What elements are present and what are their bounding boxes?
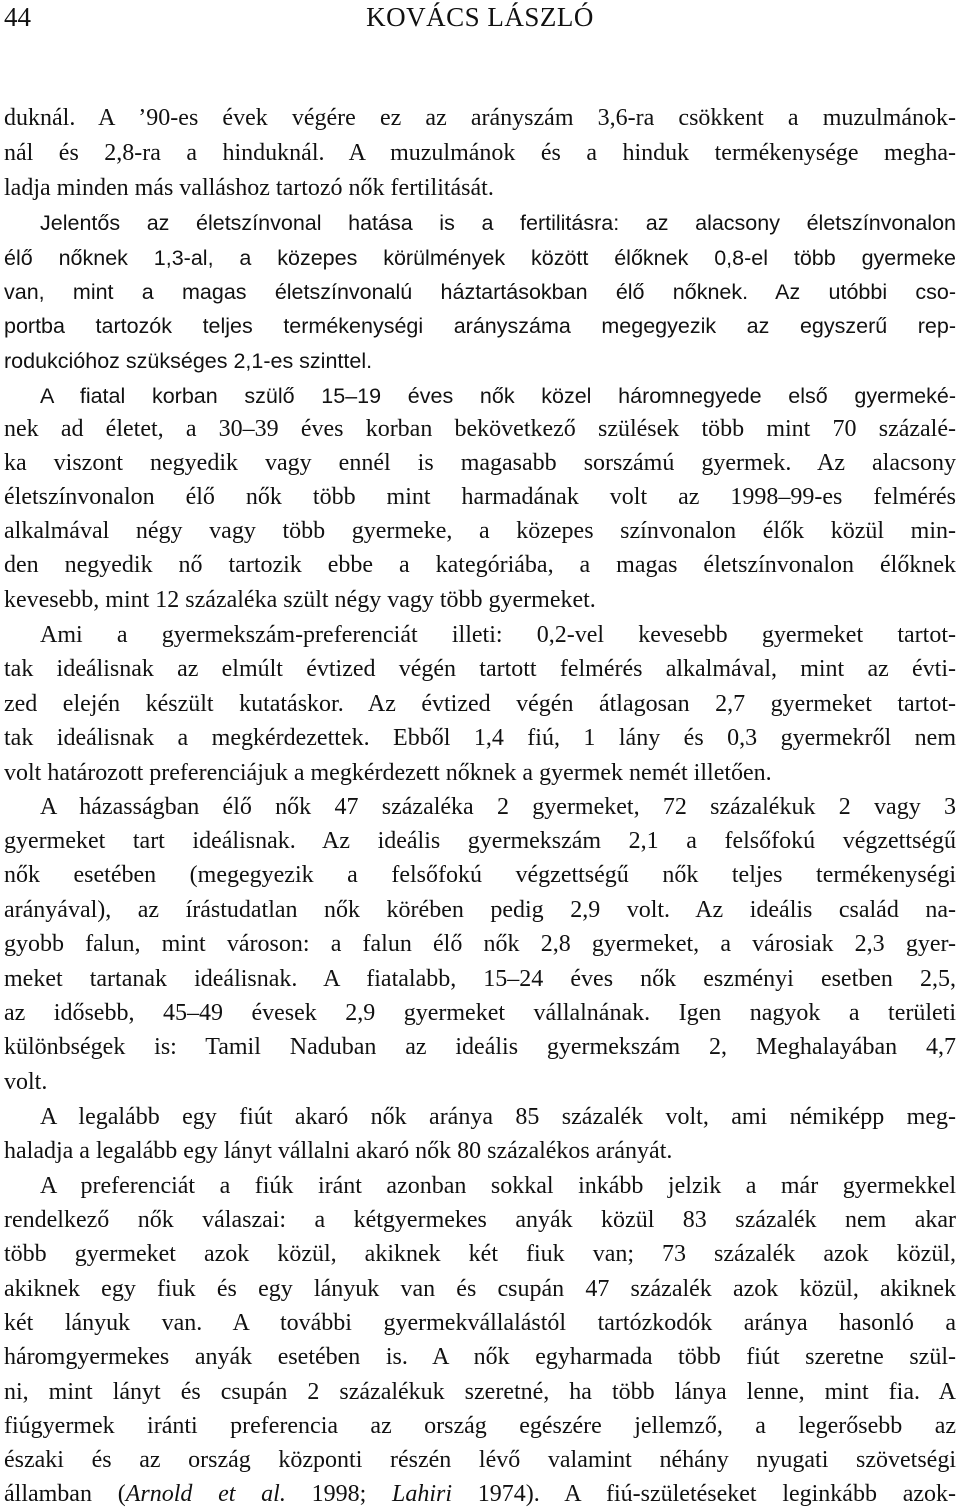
page-header xyxy=(4,0,956,40)
text-line: van, mint a magas életszínvonalú háztartásokban élő nőknek. Az utóbbi cso- xyxy=(4,280,956,304)
text-line: ladja minden más valláshoz tartozó nők fertilitását. xyxy=(4,175,494,201)
text-line: ka viszont negyedik vagy ennél is magasabb sorszámú gyermek. Az alacsony xyxy=(4,450,956,476)
text-line: északi és az ország központi részén lévő valamint néhány nyugati szövetségi xyxy=(4,1447,956,1473)
running-head: KOVÁCS LÁSZLÓ xyxy=(366,2,594,32)
text-line: életszínvonalon élő nők több mint harmadának volt az 1998–99-es felmérés xyxy=(4,484,956,510)
text-line: rendelkező nők válaszai: a kétgyermekes anyák közül 83 százalék nem akar xyxy=(4,1207,956,1233)
text-line: kevesebb, mint 12 százaléka szült négy vagy több gyermeket. xyxy=(4,587,596,613)
citation-author-arnold: Arnold et al. xyxy=(125,1481,286,1507)
text-line: Jelentős az életszínvonal hatása is a fertilitásra: az alacsony életszínvonalon xyxy=(40,211,956,235)
text-line: különbségek is: Tamil Naduban az ideális gyermekszám 2, Meghalayában 4,7 xyxy=(4,1034,956,1060)
text-line: A fiatal korban szülő 15–19 éves nők közel háromnegyede első gyermeké- xyxy=(40,384,956,408)
text-line: den negyedik nő tartozik ebbe a kategóriába, a magas életszínvonalon élőknek xyxy=(4,552,956,578)
text-line: nők esetében (megegyezik a felsőfokú végzettségű nők teljes termékenységi xyxy=(4,862,956,888)
text-line: duknál. A ’90-es évek végére ez az arányszám 3,6-ra csökkent a muzulmánok- xyxy=(4,105,956,131)
text-line: háromgyermekes anyák esetében is. A nők egyharmada több fiút szeretne szül- xyxy=(4,1344,956,1370)
text-line: A legalább egy fiút akaró nők aránya 85 százalék volt, ami némiképp meg- xyxy=(40,1104,956,1130)
text-line: volt határozott preferenciájuk a megkérdezett nőknek a gyermek nemét illetően. xyxy=(4,760,772,786)
text-line: két lányuk van. A további gyermekvállalástól tartózkodók aránya hasonló a xyxy=(4,1310,956,1336)
text-line: tak ideálisnak a megkérdezettek. Ebből 1,4 fiú, 1 lány és 0,3 gyermekről nem xyxy=(4,725,956,751)
text-line: gyermeket tart ideálisnak. Az ideális gyermekszám 2,1 a felsőfokú végzettségű xyxy=(4,828,956,854)
page-number: 44 xyxy=(4,2,31,32)
citation-text: 1998; xyxy=(285,1481,393,1507)
citation-text: államban ( xyxy=(4,1481,126,1507)
text-line: fiúgyermek iránti preferencia az ország egészére jellemző, a legerősebb az xyxy=(4,1413,956,1439)
text-line: haladja a legalább egy lányt vállalni akaró nők 80 százalékos arányát. xyxy=(4,1138,673,1164)
text-line: alkalmával négy vagy több gyermeke, a közepes színvonalon élők közül min- xyxy=(4,518,956,544)
text-line: nál és 2,8-ra a hinduknál. A muzulmánok és a hinduk termékenysége megha- xyxy=(4,140,956,166)
citation-author-lahiri: Lahiri xyxy=(392,1481,453,1507)
text-line: arányával), az írástudatlan nők körében pedig 2,9 volt. Az ideális család na- xyxy=(4,897,956,923)
text-line: tak ideálisnak az elmúlt évtized végén tartott felmérés alkalmával, mint az évti- xyxy=(4,656,956,682)
text-line: gyobb falun, mint városon: a falun élő nők 2,8 gyermeket, a városiak 2,3 gyer- xyxy=(4,931,956,957)
text-line: élő nőknek 1,3-al, a közepes körülmények között élőknek 0,8-el több gyermeke xyxy=(4,246,956,270)
text-line: rodukcióhoz szükséges 2,1-es szinttel. xyxy=(4,349,373,373)
text-line: akiknek egy fiuk és egy lányuk van és csupán 47 százalék azok közül, akiknek xyxy=(4,1276,956,1302)
text-line: zed elején készült kutatáskor. Az évtized végén átlagosan 2,7 gyermeket tartot- xyxy=(4,691,956,717)
text-line-with-citations xyxy=(4,1478,956,1511)
text-line: A házasságban élő nők 47 százaléka 2 gyermeket, 72 százalékuk 2 vagy 3 xyxy=(40,794,956,820)
text-line: portba tartozók teljes termékenységi arányszáma megegyezik az egyszerű rep- xyxy=(4,314,956,338)
text-line: több gyermeket azok közül, akiknek két fiuk van; 73 százalék azok közül, xyxy=(4,1241,956,1267)
text-line: az idősebb, 45–49 évesek 2,9 gyermeket vállalnának. Igen nagyok a területi xyxy=(4,1000,956,1026)
text-line: volt. xyxy=(4,1069,48,1095)
text-line: meket tartanak ideálisnak. A fiatalabb, 15–24 éves nők eszményi esetben 2,5, xyxy=(4,966,956,992)
text-line: ni, mint lányt és csupán 2 százalékuk szeretné, ha több lánya lenne, mint fia. A xyxy=(4,1379,956,1405)
text-line: nek ad életet, a 30–39 éves korban bekövetkező szülések több mint 70 százalé- xyxy=(4,416,956,442)
citation-text: 1974). A fiú-születéseket leginkább azok- xyxy=(452,1481,956,1507)
text-line: A preferenciát a fiúk iránt azonban sokkal inkább jelzik a már gyermekkel xyxy=(40,1173,956,1199)
text-line: Ami a gyermekszám-preferenciát illeti: 0,2-vel kevesebb gyermeket tartot- xyxy=(40,622,956,648)
